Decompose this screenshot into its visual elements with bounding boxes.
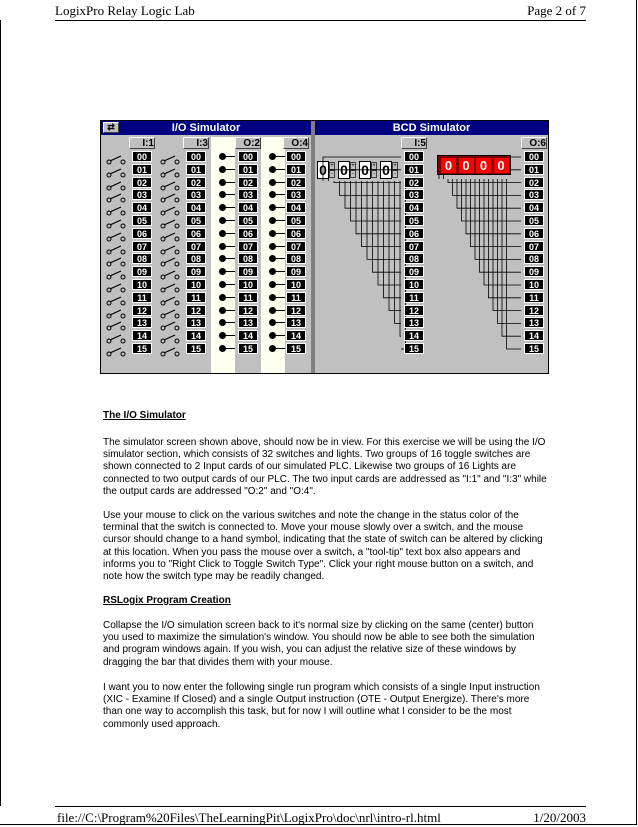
terminal-o2-09[interactable]: 09 [238, 266, 258, 277]
terminal-o6-13[interactable]: 13 [524, 317, 544, 328]
terminal-i1-13[interactable]: 13 [132, 317, 152, 328]
terminal-o6-00[interactable]: 00 [524, 151, 544, 162]
terminal-i5-08[interactable]: 08 [404, 253, 424, 264]
card-header-o2: O:2 [235, 137, 261, 149]
terminal-o4-03[interactable]: 03 [286, 189, 306, 200]
terminal-o6-08[interactable]: 08 [524, 253, 544, 264]
simulator-window [100, 120, 549, 374]
terminal-i5-01[interactable]: 01 [404, 164, 424, 175]
thumbwheel-digit: 0 [380, 161, 392, 179]
io-simulator-title: I/O Simulator [171, 122, 241, 134]
terminal-i5-15[interactable]: 15 [404, 343, 424, 354]
terminal-o4-09[interactable]: 09 [286, 266, 306, 277]
terminal-o2-10[interactable]: 10 [238, 279, 258, 290]
terminal-i5-14[interactable]: 14 [404, 330, 424, 341]
terminal-o2-08[interactable]: 08 [238, 253, 258, 264]
thumbwheel-down-button[interactable]: - [394, 171, 396, 177]
terminal-i1-10[interactable]: 10 [132, 279, 152, 290]
terminal-o4-12[interactable]: 12 [286, 305, 306, 316]
terminal-o4-05[interactable]: 05 [286, 215, 306, 226]
terminal-o2-13[interactable]: 13 [238, 317, 258, 328]
card-i5 [401, 137, 427, 373]
bcd-simulator-title: BCD Simulator [392, 122, 471, 134]
page-footer [55, 806, 586, 827]
terminal-i3-01[interactable]: 01 [186, 164, 206, 175]
page-header [55, 0, 586, 21]
terminal-o2-05[interactable]: 05 [238, 215, 258, 226]
bcd-display-digit: 0 [494, 158, 509, 173]
io-paragraph-2: Use your mouse to click on the various switches and note the change in the status color of the terminal that the switch is connected to. Move your mouse slowly over a switch, and the mouse cursor should change to a hand symbol, indicating that the state of switch can be altered by clicking at this location. When you pass the mouse over a switch, a "tool-tip" text box also appears and informs you to "Right Click to Toggle Switch Type". Click your right mouse button on a switch, and note how the switch type may be readily changed. [103, 510, 543, 583]
footer-path: file://C:\Program%20Files\TheLearningPit\LogixPro\doc\nrl\intro-rl.html [57, 810, 441, 825]
card-header-o6: O:6 [521, 137, 547, 149]
terminal-i5-09[interactable]: 09 [404, 266, 424, 277]
terminal-i5-03[interactable]: 03 [404, 189, 424, 200]
thumbwheel-digit: 0 [359, 161, 371, 179]
thumbwheel-down-button[interactable]: - [373, 171, 375, 177]
thumbwheel-up-button[interactable]: + [330, 163, 334, 169]
terminal-i1-08[interactable]: 08 [132, 253, 152, 264]
terminal-o4-04[interactable]: 04 [286, 202, 306, 213]
terminal-o2-11[interactable]: 11 [238, 292, 258, 303]
terminal-i3-09[interactable]: 09 [186, 266, 206, 277]
terminal-i1-05[interactable]: 05 [132, 215, 152, 226]
terminal-o6-04[interactable]: 04 [524, 202, 544, 213]
thumbwheel-down-button[interactable]: - [352, 171, 354, 177]
terminal-o4-06[interactable]: 06 [286, 228, 306, 239]
thumbwheel-digit: 0 [317, 161, 329, 179]
terminal-o2-15[interactable]: 15 [238, 343, 258, 354]
terminal-i3-12[interactable]: 12 [186, 305, 206, 316]
terminal-o6-14[interactable]: 14 [524, 330, 544, 341]
bcd-display-digit: 0 [459, 158, 474, 173]
terminal-o6-09[interactable]: 09 [524, 266, 544, 277]
header-page-number: Page 2 of 7 [527, 3, 586, 18]
rslogix-paragraph-1: Collapse the I/O simulation screen back to it's normal size by clicking on the same (center) button you used to maximize the simulation's window. You should now be able to see both the simulation and program windows again. If you wish, you can adjust the relative size of these windows by dragging the bar that divides them with your mouse. [103, 620, 535, 668]
terminal-o4-13[interactable]: 13 [286, 317, 306, 328]
bcd-display-digit: 0 [441, 158, 456, 173]
terminal-i3-10[interactable]: 10 [186, 279, 206, 290]
terminal-i5-00[interactable]: 00 [404, 151, 424, 162]
terminal-i1-09[interactable]: 09 [132, 266, 152, 277]
io-heading: The I/O Simulator [103, 410, 186, 421]
terminal-o4-11[interactable]: 11 [286, 292, 306, 303]
terminal-o4-01[interactable]: 01 [286, 164, 306, 175]
terminal-o6-03[interactable]: 03 [524, 189, 544, 200]
terminal-i1-07[interactable]: 07 [132, 241, 152, 252]
terminal-i5-02[interactable]: 02 [404, 177, 424, 188]
terminal-i5-04[interactable]: 04 [404, 202, 424, 213]
page-border-left [0, 20, 1, 806]
terminal-i1-03[interactable]: 03 [132, 189, 152, 200]
terminal-i3-06[interactable]: 06 [186, 228, 206, 239]
bcd-display-digit: 0 [476, 158, 491, 173]
rslogix-paragraph-2: I want you to now enter the following single run program which consists of a single Input instruction (XIC - Examine If Closed) and a single Output instruction (OTE - Output Energize). There's more than one way to accomplish this task, but for now I will outline what I consider to be the most commonly used approach. [103, 682, 540, 730]
terminal-i5-07[interactable]: 07 [404, 241, 424, 252]
card-header-i5: I:5 [401, 137, 427, 149]
terminal-i5-12[interactable]: 12 [404, 305, 424, 316]
terminal-i3-04[interactable]: 04 [186, 202, 206, 213]
terminal-i5-05[interactable]: 05 [404, 215, 424, 226]
terminal-i1-06[interactable]: 06 [132, 228, 152, 239]
terminal-i1-02[interactable]: 02 [132, 177, 152, 188]
terminal-i3-14[interactable]: 14 [186, 330, 206, 341]
terminal-o6-10[interactable]: 10 [524, 279, 544, 290]
terminal-o2-04[interactable]: 04 [238, 202, 258, 213]
rslogix-heading: RSLogix Program Creation [103, 595, 231, 606]
terminal-i1-04[interactable]: 04 [132, 202, 152, 213]
terminal-o4-14[interactable]: 14 [286, 330, 306, 341]
terminal-o4-00[interactable]: 00 [286, 151, 306, 162]
terminal-i3-03[interactable]: 03 [186, 189, 206, 200]
terminal-i3-07[interactable]: 07 [186, 241, 206, 252]
terminal-o2-12[interactable]: 12 [238, 305, 258, 316]
bcd-display [437, 155, 511, 175]
terminal-o4-07[interactable]: 07 [286, 241, 306, 252]
terminal-i3-02[interactable]: 02 [186, 177, 206, 188]
thumbwheel-up-button[interactable]: + [372, 163, 376, 169]
header-title: LogixPro Relay Logic Lab [55, 3, 195, 18]
terminal-o4-10[interactable]: 10 [286, 279, 306, 290]
thumbwheel-down-button[interactable]: - [331, 171, 333, 177]
io-paragraph-1: The simulator screen shown above, should now be in view. For this exercise we will be using the I/O simulator section, which consists of 32 switches and lights. Two groups of 16 toggle switches are shown connected to 2 Input cards of our simulated PLC. Likewise two groups of 16 Lights are connected to two output cards of our PLC. The two input cards are addressed as "I:1" and "I:3" while the output cards are addressed "O:2" and "O:4". [103, 437, 547, 497]
card-header-i1: I:1 [129, 137, 155, 149]
terminal-o6-02[interactable]: 02 [524, 177, 544, 188]
thumbwheel-digit: 0 [338, 161, 350, 179]
thumbwheel-up-button[interactable]: + [351, 163, 355, 169]
terminal-o2-00[interactable]: 00 [238, 151, 258, 162]
terminal-i1-14[interactable]: 14 [132, 330, 152, 341]
terminal-i1-15[interactable]: 15 [132, 343, 152, 354]
terminal-o2-03[interactable]: 03 [238, 189, 258, 200]
terminal-i5-13[interactable]: 13 [404, 317, 424, 328]
terminal-o6-12[interactable]: 12 [524, 305, 544, 316]
terminal-o6-01[interactable]: 01 [524, 164, 544, 175]
card-header-i3: I:3 [183, 137, 209, 149]
terminal-i5-10[interactable]: 10 [404, 279, 424, 290]
terminal-i1-01[interactable]: 01 [132, 164, 152, 175]
terminal-o4-08[interactable]: 08 [286, 253, 306, 264]
terminal-i3-00[interactable]: 00 [186, 151, 206, 162]
terminal-o6-07[interactable]: 07 [524, 241, 544, 252]
footer-date: 1/20/2003 [533, 810, 586, 825]
terminal-o6-05[interactable]: 05 [524, 215, 544, 226]
terminal-i3-05[interactable]: 05 [186, 215, 206, 226]
terminal-i1-11[interactable]: 11 [132, 292, 152, 303]
terminal-i3-11[interactable]: 11 [186, 292, 206, 303]
terminal-i3-13[interactable]: 13 [186, 317, 206, 328]
terminal-o2-01[interactable]: 01 [238, 164, 258, 175]
terminal-o4-15[interactable]: 15 [286, 343, 306, 354]
terminal-i3-08[interactable]: 08 [186, 253, 206, 264]
terminal-i5-06[interactable]: 06 [404, 228, 424, 239]
terminal-o2-02[interactable]: 02 [238, 177, 258, 188]
terminal-i1-00[interactable]: 00 [132, 151, 152, 162]
terminal-o2-07[interactable]: 07 [238, 241, 258, 252]
card-header-o4: O:4 [283, 137, 309, 149]
io-section [103, 410, 550, 422]
terminal-o6-11[interactable]: 11 [524, 292, 544, 303]
terminal-o6-06[interactable]: 06 [524, 228, 544, 239]
terminal-i5-11[interactable]: 11 [404, 292, 424, 303]
rslogix-section [103, 595, 550, 607]
card-o6 [521, 137, 547, 373]
terminal-o2-14[interactable]: 14 [238, 330, 258, 341]
terminal-i3-15[interactable]: 15 [186, 343, 206, 354]
system-menu-icon[interactable]: ⇄ [103, 122, 119, 133]
thumbwheel-up-button[interactable]: + [393, 163, 397, 169]
terminal-o6-15[interactable]: 15 [524, 343, 544, 354]
terminal-i1-12[interactable]: 12 [132, 305, 152, 316]
terminal-o4-02[interactable]: 02 [286, 177, 306, 188]
terminal-o2-06[interactable]: 06 [238, 228, 258, 239]
